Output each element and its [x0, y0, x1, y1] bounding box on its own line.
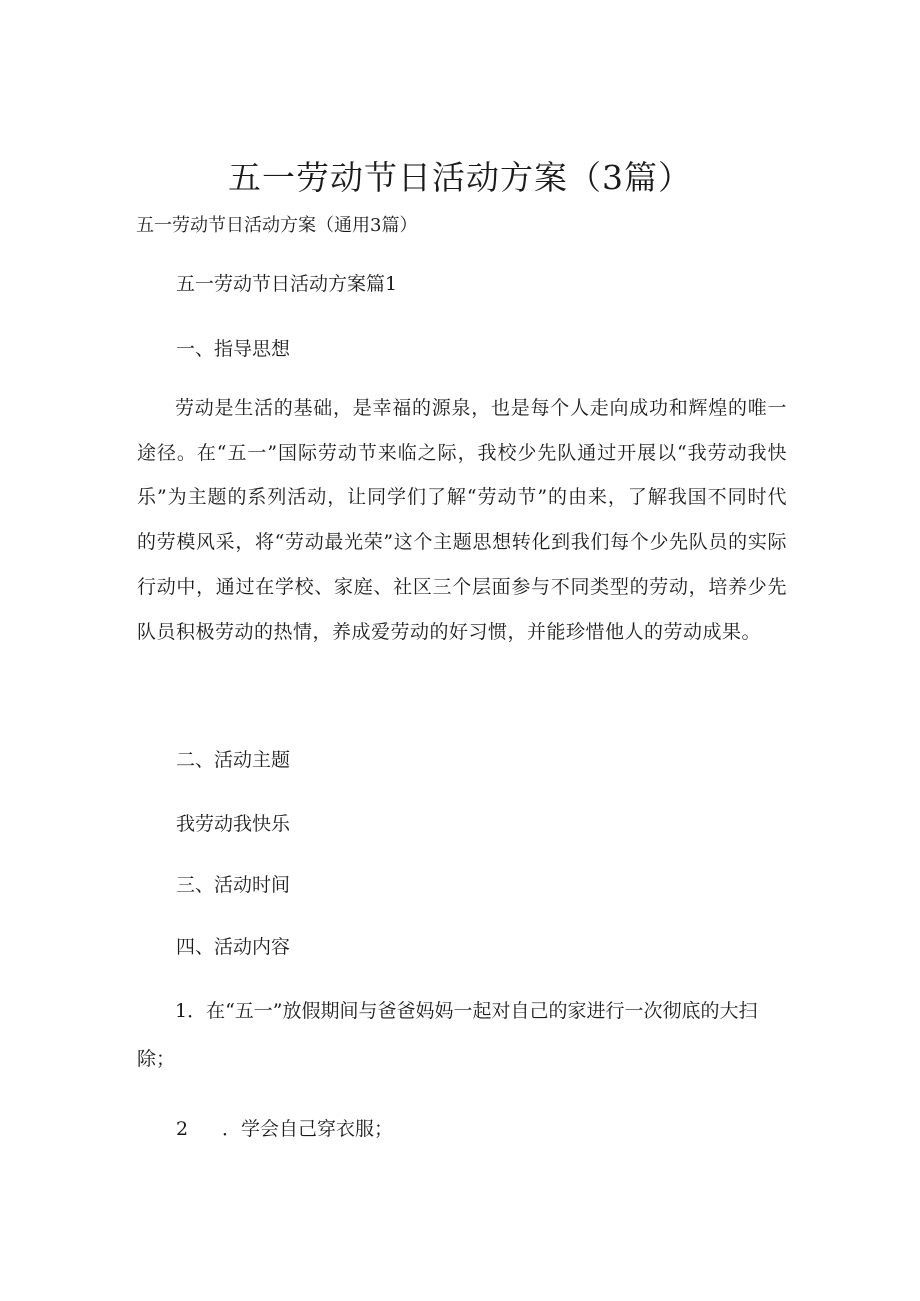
list-item-number: 2 — [176, 1118, 189, 1140]
section-body-guiding-ideology: 劳动是生活的基础，是幸福的源泉，也是每个人走向成功和辉煌的唯一途径。在“五一”国际劳动节来临之际，我校少先队通过开展以“我劳动我快乐”为主题的系列活动，让同学们了解“劳动节”的由来，了解我国不同时代的劳模风采，将“劳动最光荣”这个主题思想转化到我们每个少先队员的实际行动中，通过在学校、家庭、社区三个层面参与不同类型的劳动，培养少先队员积极劳动的热情，养成爱劳动的好习惯，并能珍惜他人的劳动成果。 — [137, 397, 787, 643]
section-body-activity-theme: 我劳动我快乐 — [176, 813, 291, 835]
list-item-text: ．在“五一”放假期间与爸爸妈妈一起对自己的家进行一次彻底的大扫除； — [137, 1000, 758, 1070]
list-item-number: 1 — [175, 1000, 188, 1022]
section-heading-activity-time: 三、活动时间 — [176, 874, 291, 896]
document-subtitle: 五一劳动节日活动方案（通用3篇） — [136, 215, 418, 236]
list-item — [137, 987, 787, 1083]
part-heading: 五一劳动节日活动方案篇1 — [176, 273, 398, 295]
section-heading-guiding-ideology: 一、指导思想 — [176, 338, 291, 360]
section-heading-activity-theme: 二、活动主题 — [176, 749, 291, 771]
section-heading-activity-content: 四、活动内容 — [176, 936, 291, 958]
list-item-text: ．学会自己穿衣服； — [222, 1118, 394, 1140]
document-title: 五一劳动节日活动方案（3篇） — [228, 158, 692, 197]
